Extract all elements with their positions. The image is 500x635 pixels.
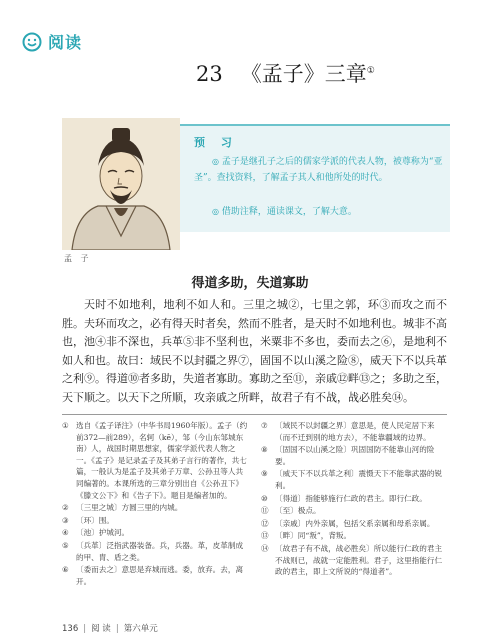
footer-section: 阅 读 (91, 624, 111, 634)
footnote: ⑥ 〔委而去之〕意思是弃城而逃。委，放弃。去，离开。 (62, 565, 244, 586)
bullet-icon: ◎ (212, 207, 219, 216)
bullet-icon: ◎ (212, 157, 219, 166)
footnote: ② 〔三里之城〕方圆三里的内城。 (62, 503, 183, 513)
footnote: ① 选自《孟子译注》（中华书局1960年版）。孟子（约前372—前289），名轲（kē），邹（今山东邹城东南）人，战国时期思想家，儒家学派代表人物之一。《孟子》是记录孟子及其弟子言行的著作，共七篇，一般认为是孟子及其弟子万章、公孙丑等人共同编著的。本课所选的三章分别出自《公孙丑下》《滕文公下》和《告子下》。题目是编者加的。 (62, 421, 248, 500)
footnote: ③ 〔环〕围。 (62, 515, 114, 525)
portrait-caption: 孟 子 (64, 254, 92, 263)
lesson-title-text: 《孟子》三章 (240, 62, 367, 86)
footnote: ⑭ 〔故君子有不战，战必胜矣〕所以能行仁政的君主不战则已，战就一定能胜利。君子，这里指能行仁政的君主，即上文所说的“得道者”。 (261, 543, 443, 577)
chapter-body: 天时不如地利，地利不如人和。三里之城②，七里之郭，环③而攻之而不胜。夫环而攻之，必有得天时者矣，然而不胜者，是天时不如地利也。城非不高也，池④非不深也，兵革⑤非不坚利也，米粟非不多也，委而去之⑥，是地利不如人和也。故曰：域民不以封疆之界⑦，固国不以山溪之险⑧，威天下不以兵革之利⑨。得道⑩者多助，失道者寡助。寡助之至⑪，亲戚⑫畔⑬之；多助之至，天下顺之。以天下之所顺，攻亲戚之所畔，故君子有不战，战必胜矣⑭。 (62, 298, 447, 404)
footnote: ⑫ 〔亲戚〕内外亲属，包括父系亲属和母系亲属。 (261, 518, 435, 528)
notes-right-column (261, 420, 447, 579)
footnote: ④ 〔池〕护城河。 (62, 528, 130, 538)
mencius-portrait (62, 118, 180, 250)
smile-icon (22, 32, 42, 52)
page-number: 136 (62, 624, 79, 634)
preview-box (180, 124, 450, 232)
page-footer: 136 | 阅 读 | 第六单元 (62, 624, 158, 634)
footnote: ⑬ 〔畔〕同“叛”，背叛。 (261, 531, 352, 541)
portrait-illustration (62, 118, 180, 250)
chapter-subtitle: 得道多助，失道寡助 (191, 276, 309, 291)
footnote: ⑩ 〔得道〕指能够施行仁政的君主。即行仁政。 (261, 493, 427, 503)
section-header (22, 30, 82, 53)
title-note-mark[interactable]: ① (366, 66, 375, 76)
preview-item: ◎ 孟子是继孔子之后的儒家学派的代表人物，被尊称为“亚圣”。查找资料，了解孟子其人和他所处的时代。 (194, 157, 443, 183)
notes-divider (62, 414, 447, 415)
lesson-title (196, 58, 375, 88)
footer-unit: 第六单元 (123, 624, 158, 634)
lesson-number: 23 (196, 62, 223, 86)
preview-item: ◎ 借助注释，通读课文，了解大意。 (212, 207, 357, 217)
footnote: ⑨ 〔威天下不以兵革之利〕震慑天下不能靠武器的锐利。 (261, 469, 443, 490)
section-label: 阅读 (48, 33, 83, 52)
footnote: ⑦ 〔域民不以封疆之界〕意思是，使人民定居下来（而不迁到别的地方去），不能靠疆域的边界。 (261, 421, 435, 442)
footnote: ⑤ 〔兵革〕泛指武器装备。兵，兵器。革，皮革制成的甲、胄、盾之类。 (62, 540, 244, 562)
footnote: ⑧ 〔固国不以山溪之险〕巩固国防不能靠山河的险要。 (261, 445, 435, 466)
footnote: ⑪ 〔至〕极点。 (261, 506, 321, 516)
preview-heading: 预 习 (194, 136, 238, 149)
notes-left-column (62, 420, 248, 588)
